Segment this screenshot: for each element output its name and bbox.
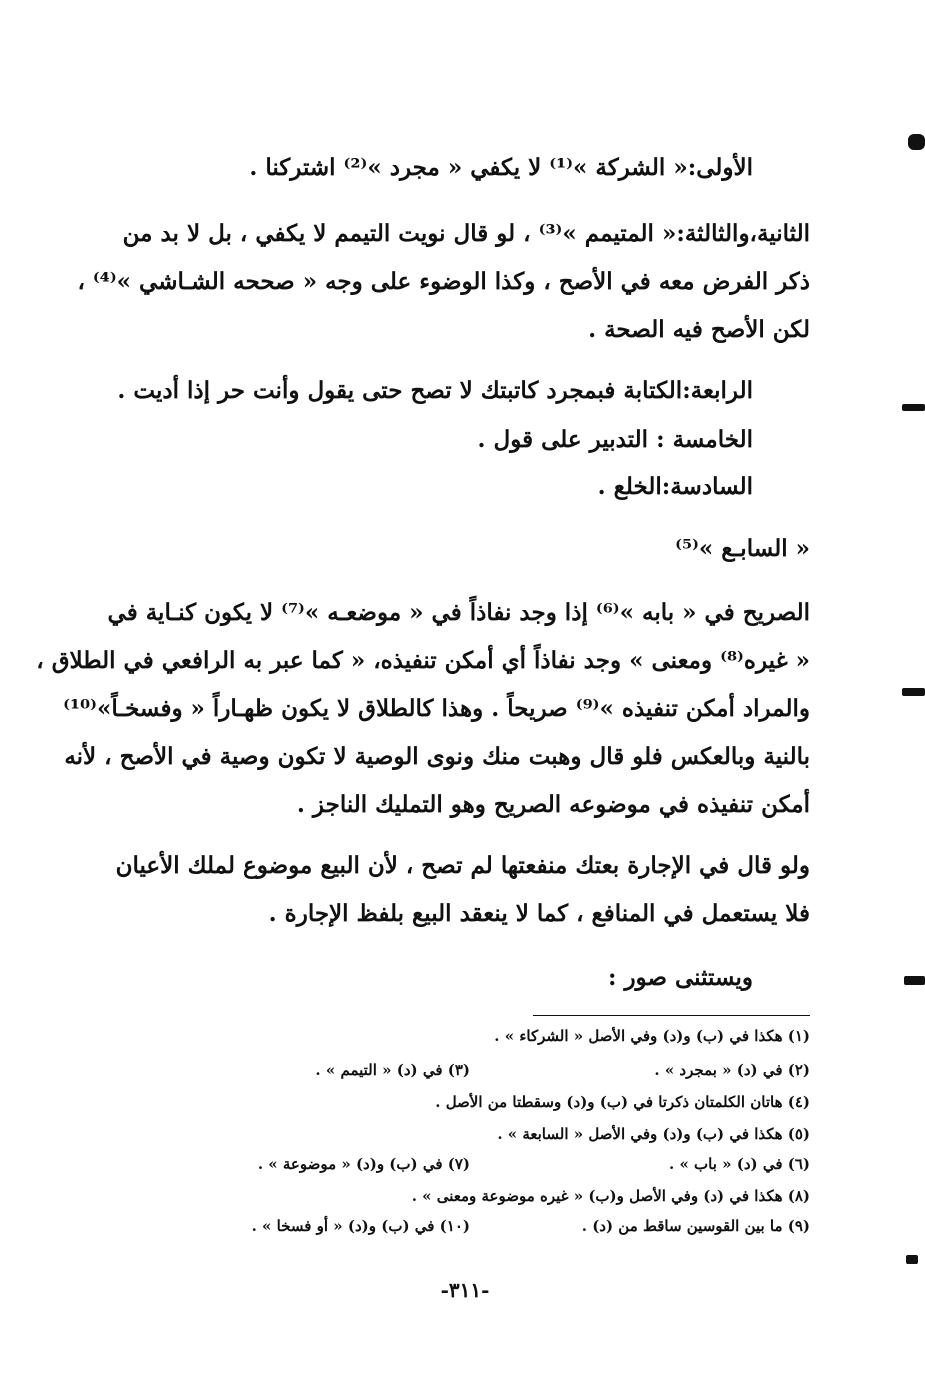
body-line-4: لكن الأصح فيه الصحة .: [588, 316, 810, 343]
body-line-16: ويستثنى صور :: [607, 964, 753, 991]
body-line-1: الأولى:« الشركة »⁽¹⁾ لا يكفي « مجرد »⁽²⁾ اشتركنا .: [249, 154, 753, 181]
footnote-10: (١٠) في (ب) و(د) « أو فسخا » .: [251, 1217, 470, 1235]
body-line-7: السادسة:الخلع .: [597, 473, 753, 500]
body-line-12: بالنية وبالعكس فلو قال وهبت منك ونوى الوصية لا تكون وصية في الأصح ، لأنه: [64, 743, 810, 770]
scan-mark: [906, 1255, 918, 1264]
footnote-2: (٢) في (د) « بمجرد » .: [654, 1061, 810, 1079]
footnote-8: (٨) هكذا في (د) وفي الأصل و(ب) « غيره موضوعة ومعنى » .: [411, 1187, 810, 1205]
body-line-5: الرابعة:الكتابة فبمجرد كاتبتك لا تصح حتى يقول وأنت حر إذا أديت .: [117, 377, 753, 404]
body-line-10: « غيره⁽⁸⁾ ومعنى » وجد نفاذاً أي أمكن تنفيذه، « كما عبر به الرافعي في الطلاق ،: [36, 647, 810, 674]
body-line-15: فلا يستعمل في المنافع ، كما لا ينعقد البيع بلفظ الإجارة .: [268, 900, 810, 927]
footnote-4: (٤) هاتان الكلمتان ذكرتا في (ب) و(د) وسقطتا من الأصل .: [435, 1093, 810, 1111]
footnote-9: (٩) ما بين القوسين ساقط من (د) .: [581, 1217, 810, 1235]
body-line-9: الصريح في « بابه »⁽⁶⁾ إذا وجد نفاذاً في « موضعـه »⁽⁷⁾ لا يكون كنـاية في: [107, 599, 810, 626]
scan-mark: [908, 134, 925, 150]
body-line-13: أمكن تنفيذه في موضوعه الصريح وهو التمليك الناجز .: [296, 791, 810, 818]
scan-mark: [902, 688, 925, 696]
page-number: -٣١١-: [440, 1278, 490, 1302]
body-line-11: والمراد أمكن تنفيذه »⁽⁹⁾ صريحاً . وهذا كالطلاق لا يكون ظهـاراً « وفسخـاً»⁽¹⁰⁾: [63, 695, 810, 722]
body-line-14: ولو قال في الإجارة بعتك منفعتها لم تصح ، لأن البيع موضوع لملك الأعيان: [115, 852, 810, 879]
footnote-3: (٣) في (د) « التيمم » .: [315, 1061, 470, 1079]
scan-mark: [902, 404, 925, 411]
footnote-1: (١) هكذا في (ب) و(د) وفي الأصل « الشركاء » .: [494, 1027, 810, 1045]
body-line-3: ذكر الفرض معه في الأصح ، وكذا الوضوء على وجه « صححه الشـاشي »⁽⁴⁾ ،: [77, 268, 810, 295]
footnote-6: (٦) في (د) « باب » .: [669, 1155, 810, 1173]
footnote-5: (٥) هكذا في (ب) و(د) وفي الأصل « السابعة » .: [497, 1125, 810, 1143]
footnote-7: (٧) في (ب) و(د) « موضوعة » .: [257, 1155, 470, 1173]
body-line-6: الخامسة : التدبير على قول .: [477, 426, 753, 453]
scan-mark: [904, 976, 925, 985]
body-line-2: الثانية،والثالثة:« المتيمم »⁽³⁾ ، لو قال نويت التيمم لا يكفي ، بل لا بد من: [122, 220, 810, 247]
section-heading-seventh: « السابـع »⁽⁵⁾: [675, 535, 810, 562]
footnote-separator: [533, 1015, 810, 1016]
